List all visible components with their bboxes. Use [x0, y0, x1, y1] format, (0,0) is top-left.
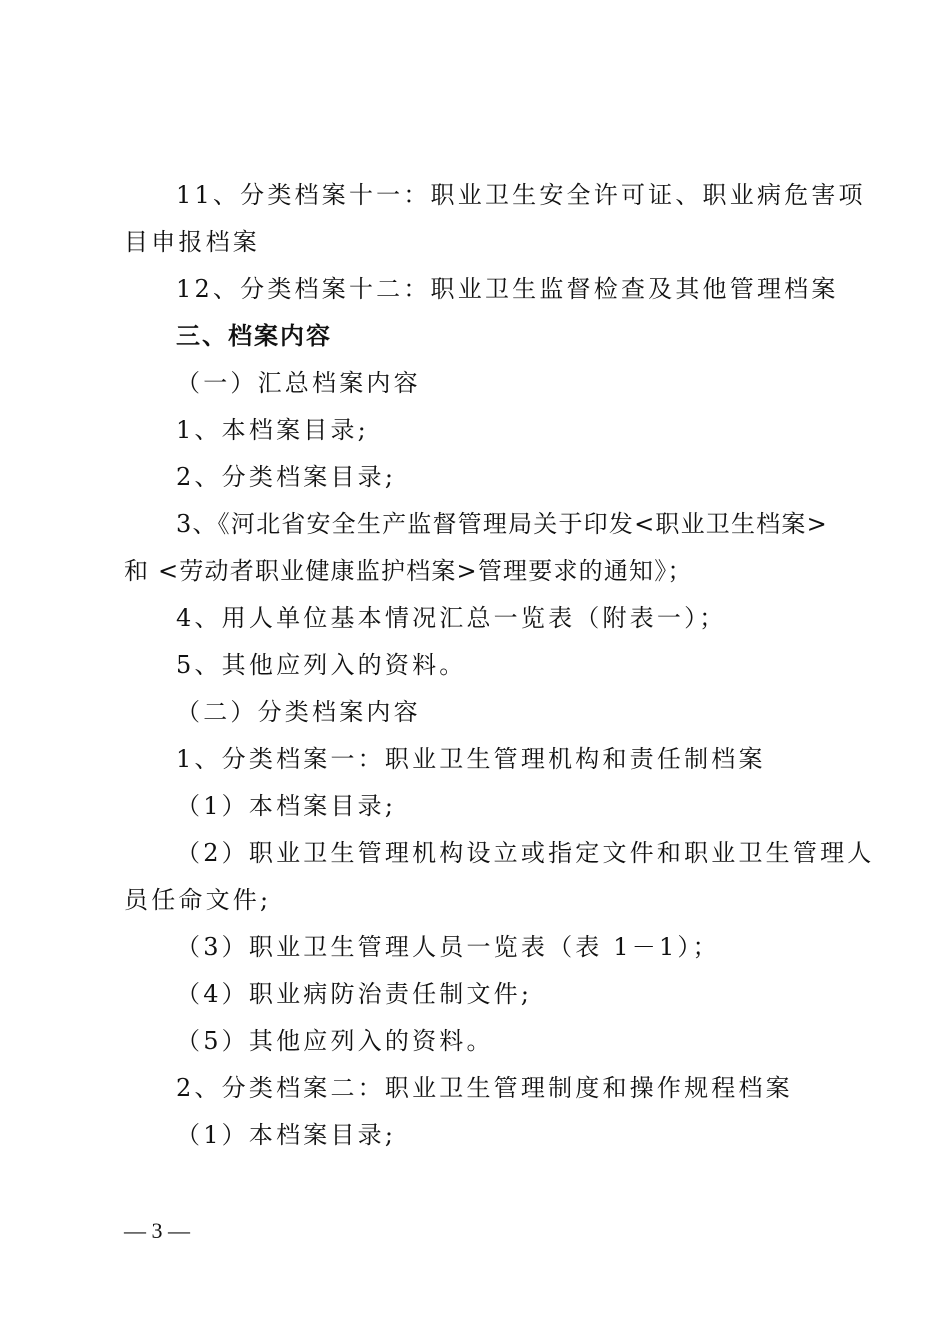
text-line: 1、本档案目录;: [176, 416, 369, 444]
text-line: （4）职业病防治责任制文件;: [176, 980, 533, 1008]
text-line: 和 <劳动者职业健康监护档案>管理要求的通知》；: [124, 557, 693, 585]
document-body: [124, 172, 875, 1159]
text-line: 12、分类档案十二：职业卫生监督检查及其他管理档案: [176, 275, 839, 303]
text-line: （1）本档案目录;: [176, 1121, 397, 1149]
subsection-heading: （二）分类档案内容: [176, 698, 421, 726]
subsection-heading: （一）汇总档案内容: [176, 369, 421, 397]
text-line: 员任命文件;: [124, 886, 272, 914]
text-line: 2、分类档案二：职业卫生管理制度和操作规程档案: [176, 1074, 793, 1102]
text-line: 3、《河北省安全生产监督管理局关于印发<职业卫生档案>: [176, 510, 828, 538]
text-line: （3）职业卫生管理人员一览表（表 1－1）；: [176, 933, 720, 961]
page-number: — 3 —: [124, 1218, 190, 1243]
text-line: 4、用人单位基本情况汇总一览表（附表一）；: [176, 604, 727, 632]
text-line: （5）其他应列入的资料。: [176, 1027, 494, 1055]
text-line: 11、分类档案十一：职业卫生安全许可证、职业病危害项: [176, 181, 866, 209]
text-line: （1）本档案目录;: [176, 792, 397, 820]
text-line: 5、其他应列入的资料。: [176, 651, 467, 679]
text-line: （2）职业卫生管理机构设立或指定文件和职业卫生管理人: [176, 839, 875, 867]
text-line: 2、分类档案目录;: [176, 463, 397, 491]
text-line: 1、分类档案一：职业卫生管理机构和责任制档案: [176, 745, 766, 773]
section-heading: 三、档案内容: [176, 322, 332, 350]
text-line: 目申报档案: [124, 228, 260, 256]
